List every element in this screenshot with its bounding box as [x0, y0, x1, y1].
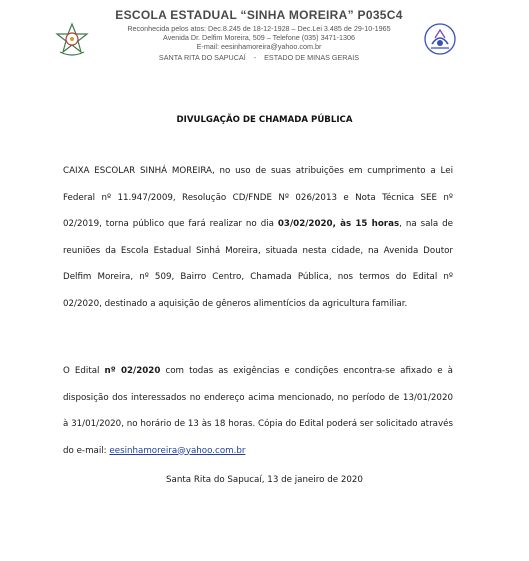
city-state-line [100, 53, 418, 62]
letterhead [0, 0, 529, 72]
paragraph2-text-start: O Edital [63, 366, 105, 376]
edital-paragraph [63, 358, 453, 464]
paragraph1-text-start: CAIXA ESCOLAR SINHÁ MOREIRA, no uso de suas atribuições em cumprimento a Lei Federal nº 11.947/2009, Resolução CD/FNDE Nº 026/2013 e Nota Técnica SEE nº 02/2019, torna público que fará realizar no dia [63, 166, 453, 229]
recognition-line: Reconhecida pelos atos: Dec.8.245 de 18-12-1928 – Dec.Lei 3.485 de 29-10-1965 [127, 24, 391, 33]
paragraph2-text-end: com todas as exigências e condições encontra-se afixado e à disposição dos interessados no endereço acima mencionado, no período de 13/01/2020 à 31/01/2020, no horário de 13 às 18 horas. Cópia do Edital poderá ser solicitado através do e-mail: [63, 366, 454, 456]
school-name: ESCOLA ESTADUAL “SINHA MOREIRA” P035C4 [115, 8, 403, 22]
edital-number: nº 02/2020 [104, 366, 161, 376]
paragraph1-text-end: , na sala de reuniões da Escola Estadual Sinhá Moreira, situada nesta cidade, na Avenida Doutor Delfim Moreira, nº 509, Bairro Centro, Chamada Pública, nos termos do Edital nº 02/2020, destinado a aquisição de gêneros alimentícios da agricultura familiar. [63, 219, 453, 309]
state-name: ESTADO DE MINAS GERAIS [264, 52, 360, 62]
signoff-place-date: Santa Rita do Sapucaí, 13 de janeiro de 2020 [166, 475, 363, 485]
announcement-paragraph [63, 158, 453, 317]
header-email-line: E-mail: eesinhamoreira@yahoo.com.br [196, 42, 322, 52]
meeting-date-time: 03/02/2020, às 15 horas [277, 219, 400, 229]
city-name: SANTA RITA DO SAPUCAÍ [158, 52, 246, 62]
document-title: DIVULGAÇÃO DE CHAMADA PÚBLICA [176, 115, 353, 125]
contact-email-link[interactable]: eesinhamoreira@yahoo.com.br [109, 445, 246, 456]
school-emblem-icon [423, 22, 457, 56]
address-line: Avenida Dr. Delfim Moreira, 509 – Telefone (035) 3471-1306 [163, 33, 355, 43]
state-coat-of-arms-icon [54, 22, 90, 58]
city-state-separator: - [253, 52, 257, 62]
